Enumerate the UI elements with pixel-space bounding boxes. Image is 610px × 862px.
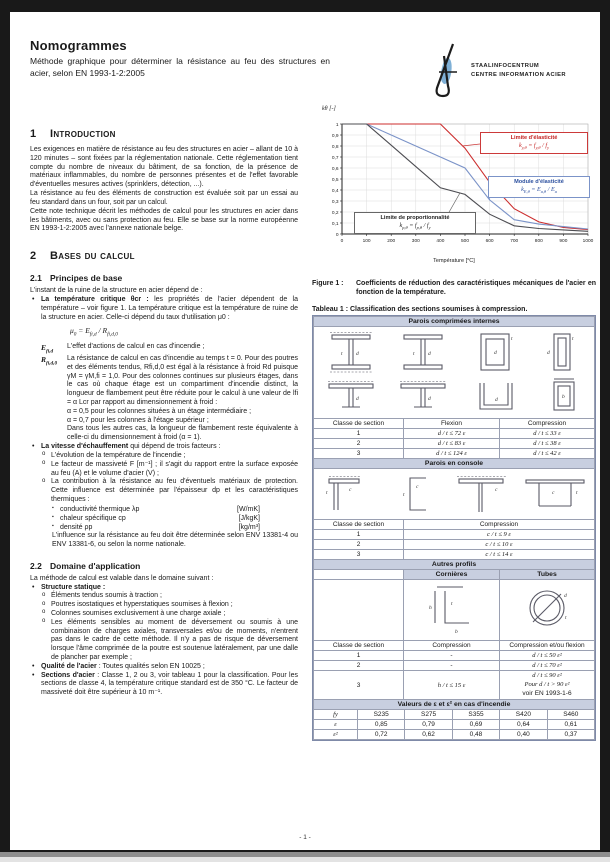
logo-text	[471, 62, 566, 79]
viewer-background	[0, 857, 610, 862]
subbullet-evolution-temperature: o L'évolution de la température de l'incendie ;	[41, 452, 298, 461]
table-section-header: Valeurs de ε et ε² en cas d'incendie	[314, 700, 595, 710]
subbullet-elements-tendus: o Éléments tendus soumis à traction ;	[41, 592, 298, 601]
bullet-text: qui dépend de trois facteurs :	[128, 443, 221, 451]
outstand-flange-diagram	[321, 472, 383, 516]
svg-text:b: b	[454, 629, 458, 636]
bullet-sections-acier	[30, 672, 298, 698]
svg-text:0,3: 0,3	[331, 199, 339, 205]
reduction-coefficients-chart	[312, 106, 596, 272]
property-label: ▪ conductivité thermique λp	[60, 505, 140, 513]
table-section-header: Autres profils	[314, 560, 595, 570]
definition-term: $E_{fi,d}$	[41, 342, 54, 355]
svg-text:h: h	[428, 605, 432, 612]
table-parois-console	[313, 458, 595, 560]
bullet-bold-lead: La température critique θcr :	[41, 295, 149, 303]
svg-text:d: d	[564, 593, 567, 600]
section-title: Bases du calcul	[50, 250, 135, 263]
domaine-lead: La méthode de calcul est valable dans le domaine suivant :	[30, 574, 214, 582]
svg-text:d: d	[495, 397, 498, 404]
property-unit: [kg/m³]	[238, 523, 260, 531]
bullet-structure-statique	[30, 584, 298, 593]
property-densite	[51, 523, 260, 532]
subbullet-contribution-protection: o La contribution à la résistance au feu d'éventuels matériaux de protection. Cette influence est déterminée par l'épaisseur dp et les caractéristiques thermiques :	[41, 478, 298, 504]
svg-text:t: t	[450, 601, 453, 608]
heading-bases-du-calcul	[30, 250, 298, 262]
svg-text:900: 900	[559, 239, 568, 244]
table-row: 1 c / t ≤ 9 ε	[314, 530, 595, 540]
svg-text:0,2: 0,2	[331, 210, 339, 216]
intro-paragraph-3: Cette note technique décrit les méthodes de calcul pour les structures en acier dans les bâtiments, avec ou sans protection au feu. Elle se base sur la norme européenne EN 1993-1-2:2005 avec l'annexe nationale belge.	[30, 207, 298, 233]
property-unit: [W/mK]	[237, 505, 260, 513]
logo-line1: STAALINFOCENTRUM	[471, 63, 540, 70]
subcolumn-header-tubes: Tubes	[500, 570, 595, 580]
heading-domaine-application	[30, 561, 298, 571]
angle-outstand-diagram	[392, 472, 442, 516]
property-label: ▪ densité ρp	[60, 523, 93, 531]
two-column-layout	[30, 106, 596, 741]
console-diagrams	[314, 469, 595, 520]
property-label: ▪ chaleur spécifique cp	[60, 514, 126, 522]
legend-title: Module d'élasticité	[514, 178, 564, 185]
definition-efid	[41, 343, 298, 355]
alpha-rule-3: Dans tous les autres cas, la longueur de flambement reste équivalente à celle-ci du dimensionnement à froid (α = 1).	[67, 425, 298, 442]
column-header: Classe de section	[314, 641, 404, 651]
welded-i-section-diagram	[324, 330, 380, 374]
svg-text:t: t	[575, 490, 578, 497]
table-row: 3 d / t ≤ 124 ε d / t ≤ 42 ε	[314, 449, 595, 459]
property-chaleur	[51, 514, 260, 523]
svg-text:1000: 1000	[582, 239, 594, 244]
bullet-text: : Toutes qualités selon EN 10025 ;	[96, 662, 205, 670]
alpha-rule-2: α = 0,7 pour les colonnes à l'étage supérieur ;	[67, 416, 209, 424]
column-header: Flexion	[404, 419, 500, 429]
svg-text:t: t	[341, 351, 343, 358]
subbullet-colonnes: o Colonnes soumises exclusivement à une charge axiale ;	[41, 610, 298, 619]
column-header: Classe de section	[314, 520, 404, 530]
svg-text:d: d	[547, 350, 550, 357]
svg-text:t: t	[572, 336, 574, 343]
section-number: 1	[30, 128, 37, 140]
column-header: Classe de section	[314, 419, 404, 429]
tee-section-diagram	[451, 472, 513, 516]
definition-rfid0	[41, 355, 298, 408]
flange-plate-diagram-2	[396, 377, 452, 415]
right-column	[312, 106, 596, 741]
rolled-i-section-diagram	[396, 330, 452, 374]
classification-table	[312, 315, 596, 741]
subbullet-poutres: o Poutres isostatiques et hyperstatiques soumises à flexion ;	[41, 601, 298, 610]
column-header: Compression	[404, 641, 500, 651]
column-header: Compression et/ou flexion	[500, 641, 595, 651]
table-row: 2 d / t ≤ 83 ε d / t ≤ 38 ε	[314, 439, 595, 449]
svg-text:0,9: 0,9	[331, 133, 339, 139]
u-outstand-diagram	[522, 472, 588, 516]
svg-text:c: c	[348, 487, 351, 494]
small-box-section-diagram	[540, 377, 584, 415]
section-number: 2	[30, 250, 37, 263]
figure-caption-text: Coefficients de réduction des caractéristiques mécaniques de l'acier en fonction de la température.	[356, 280, 596, 297]
definition-term: $R_{fi,d,0}$	[41, 354, 58, 367]
subbullet-facteur-massivete: o Le facteur de massiveté F [m⁻¹] ; il s'agit du rapport entre la surface exposée au feu (A) et le volume d'acier (V) ;	[41, 461, 298, 479]
svg-text:400: 400	[436, 239, 445, 244]
svg-text:t: t	[413, 351, 415, 358]
legend-limite-proportionnalite	[354, 212, 476, 234]
svg-text:800: 800	[534, 239, 543, 244]
column-header: Compression	[500, 419, 595, 429]
svg-text:t: t	[402, 492, 405, 499]
table-parois-internes	[313, 316, 595, 459]
page-subtitle: Méthode graphique pour déterminer la résistance au feu des structures en acier, selon EN 1993-1-2:2005	[30, 56, 330, 78]
svg-text:300: 300	[411, 239, 420, 244]
tableau-caption: Tableau 1 : Classification des sections soumises à compression.	[312, 306, 528, 314]
svg-text:100: 100	[362, 239, 371, 244]
bullet-bold-lead: Qualité de l'acier	[41, 662, 97, 670]
section-title: Principes de base	[50, 273, 123, 284]
svg-text:500: 500	[460, 239, 470, 244]
definition-text: La résistance de calcul en cas d'incendie au temps t = 0. Pour des poutres et des éléments tendus, Rfi,d,0 est égal à la résistance à froid Rd puisque γM = γM,fi = 1,0. Pour des colonnes continues sur plusieurs étages, dans le cas où chaque étage est un compartiment d'incendie distinct, la longueur de flambement peut être réduite pour le calcul à une valeur de lfi = α Lcr par rapport au dimensionnement à froid :	[67, 354, 298, 407]
column-header: Compression	[404, 520, 595, 530]
steel-info-centre-logo-icon	[427, 42, 467, 100]
svg-text:200: 200	[387, 239, 396, 244]
svg-text:700: 700	[510, 239, 519, 244]
intro-paragraph-2: La résistance au feu des éléments de construction est évaluée soit par un essai au feu standard dans un four, soit par un calcul.	[30, 190, 298, 206]
table-row: ε 0,85 0,79 0,69 0,64 0,61	[314, 720, 595, 730]
svg-text:d: d	[494, 350, 497, 357]
figure-caption-label: Figure 1 :	[312, 280, 344, 287]
svg-text:0,5: 0,5	[331, 177, 339, 183]
table-row: 2 - d / t ≤ 70 ε²	[314, 661, 595, 671]
svg-text:c: c	[415, 484, 418, 491]
table-row: 3 h / t ≤ 15 ε d / t ≤ 90 ε² Pour d / t > 90 ε² voir EN 1993-1-6	[314, 671, 595, 700]
chart-y-axis-label: kθ [-]	[322, 106, 336, 112]
page-number: - 1 -	[299, 834, 311, 841]
empty-cell	[314, 580, 404, 641]
svg-text:0,7: 0,7	[331, 155, 339, 161]
bullet-text: les propriétés de l'acier dépendent de la température – voir figure 1. La température critique est la température de ruine de la structure en acier. Celle-ci dépend du taux d'utilisation μ0 :	[41, 295, 299, 321]
table-row: 3 c / t ≤ 14 ε	[314, 550, 595, 560]
property-unit: [J/kgK]	[238, 514, 260, 522]
svg-text:d: d	[356, 396, 359, 403]
chart-x-axis-label: Température [°C]	[433, 258, 475, 264]
bullet-temperature-critique	[30, 296, 298, 322]
svg-text:c: c	[494, 487, 497, 494]
legend-title: Limite d'élasticité	[510, 134, 558, 141]
svg-text:d: d	[356, 351, 359, 358]
bullet-bold-lead: Structure statique :	[41, 583, 106, 591]
svg-text:0: 0	[335, 232, 339, 238]
table-autres-profils	[313, 559, 595, 700]
svg-text:t: t	[511, 336, 513, 343]
legend-formula: $k_{p,\theta} = f_{p,\theta} / f_y$	[399, 222, 431, 231]
page	[10, 12, 600, 850]
legend-formula: $k_{E,\theta} = E_{a,\theta} / E_a$	[521, 186, 557, 195]
principes-lead: L'instant de la ruine de la structure en acier dépend de :	[30, 287, 203, 295]
legend-module-elasticite	[488, 176, 590, 198]
table-row: fy S235 S275 S355 S420 S460	[314, 710, 595, 720]
bullet-vitesse-echauffement	[30, 443, 298, 452]
internes-diagrams	[314, 327, 595, 419]
bullet-text: : Classe 1, 2 ou 3, voir tableau 1 pour la classification. Pour les sections de classe 4, la température critique standard est de 350 °C. Le facteur de massiveté doit être supérieur à 10 m⁻¹.	[41, 671, 298, 697]
svg-text:d: d	[428, 396, 431, 403]
circular-tube-diagram	[518, 583, 576, 635]
table-section-header: Parois comprimées internes	[314, 317, 595, 327]
svg-text:600: 600	[485, 239, 494, 244]
alpha-rule-1: α = 0,5 pour les colonnes situées à un étage intermédiaire ;	[67, 407, 252, 415]
logo-line2: CENTRE INFORMATION ACIER	[471, 72, 566, 78]
svg-text:0,8: 0,8	[331, 144, 339, 150]
property-conductivite	[51, 505, 260, 514]
table-row: 1 - d / t ≤ 50 ε²	[314, 651, 595, 661]
svg-text:0,1: 0,1	[331, 221, 339, 227]
class3-tube-limits: d / t ≤ 90 ε² Pour d / t > 90 ε² voir EN 1993-1-6	[500, 671, 595, 700]
svg-text:0: 0	[340, 239, 344, 244]
svg-text:d: d	[428, 351, 431, 358]
svg-text:0,4: 0,4	[331, 188, 339, 194]
section-number: 2.1	[30, 273, 42, 284]
intro-paragraph-1: Les exigences en matière de résistance au feu des structures en acier – allant de 10 à 120 minutes – sont fixées par la réglementation nationale. Cette réglementation tient compte du nombre de niveaux du bâtiment, de sa fonction, de la présence de matériaux inflammables, du nombre de personnes présentes et de l'effet favorable d'éventuelles mesures actives (sprinklers, détection, ...).	[30, 146, 298, 189]
subcolumn-header-cornieres: Cornières	[404, 570, 500, 580]
rectangular-hollow-section-diagram	[540, 330, 584, 374]
angle-section-diagram	[423, 583, 481, 635]
svg-text:t: t	[565, 615, 567, 622]
empty-cell	[314, 570, 404, 580]
bullet-bold-lead: Sections d'acier	[41, 671, 95, 679]
section-number: 2.2	[30, 560, 42, 571]
tube-diagram-cell	[500, 580, 595, 641]
legend-limite-elasticite	[480, 132, 588, 154]
table-section-header: Parois en console	[314, 459, 595, 469]
table-row: ε² 0,72 0,62 0,48 0,40 0,37	[314, 730, 595, 740]
heading-principes-de-base	[30, 273, 298, 283]
box-section-diagram	[468, 330, 524, 374]
logo	[427, 42, 566, 100]
subbullet-deversement: o Les éléments sensibles au moment de déversement ou soumis à une combinaison de charges axiales, transversales et/ou de moments, n'entrent pas dans le cadre de cette méthode. Il n'y a pas de risque de déversement lorsque l'âme comprimée de la poutre est soutenue latéralement, par une dalle de plancher par exemple ;	[41, 619, 298, 663]
bullet-qualite-acier	[30, 663, 298, 672]
corniere-diagram-cell	[404, 580, 500, 641]
legend-title: Limite de proportionnalité	[380, 214, 450, 221]
table-epsilon	[313, 699, 595, 740]
svg-text:b: b	[562, 394, 565, 401]
svg-text:1: 1	[335, 122, 339, 128]
flange-plate-diagram	[324, 377, 380, 415]
bullet-bold-lead: La vitesse d'échauffement	[41, 443, 129, 451]
definition-text: L'effet d'actions de calcul en cas d'incendie ;	[67, 342, 205, 350]
svg-text:0,6: 0,6	[331, 166, 339, 172]
legend-formula: $k_{y,\theta} = f_{y,\theta} / f_y$	[519, 142, 549, 151]
table-row: 2 c / t ≤ 10 ε	[314, 540, 595, 550]
left-column	[30, 106, 298, 741]
section-title: Introduction	[50, 128, 116, 140]
figure-caption	[312, 279, 596, 297]
heading-introduction	[30, 128, 298, 140]
section-title: Domaine d'application	[50, 560, 141, 571]
table-row: 1 d / t ≤ 72 ε d / t ≤ 33 ε	[314, 429, 595, 439]
document-header	[30, 38, 582, 102]
channel-section-diagram	[468, 377, 524, 415]
protection-note: L'influence sur la résistance au feu doit être déterminée selon ENV 13381-4 ou ENV 13381-6, ou selon la norme nationale.	[52, 532, 298, 548]
svg-text:c: c	[551, 490, 554, 497]
svg-text:t: t	[325, 490, 328, 497]
utilisation-formula: $\mu_0 = E_{fi,d} / R_{fi,d,0}$	[70, 326, 118, 338]
page-title: Nomogrammes	[30, 38, 127, 53]
